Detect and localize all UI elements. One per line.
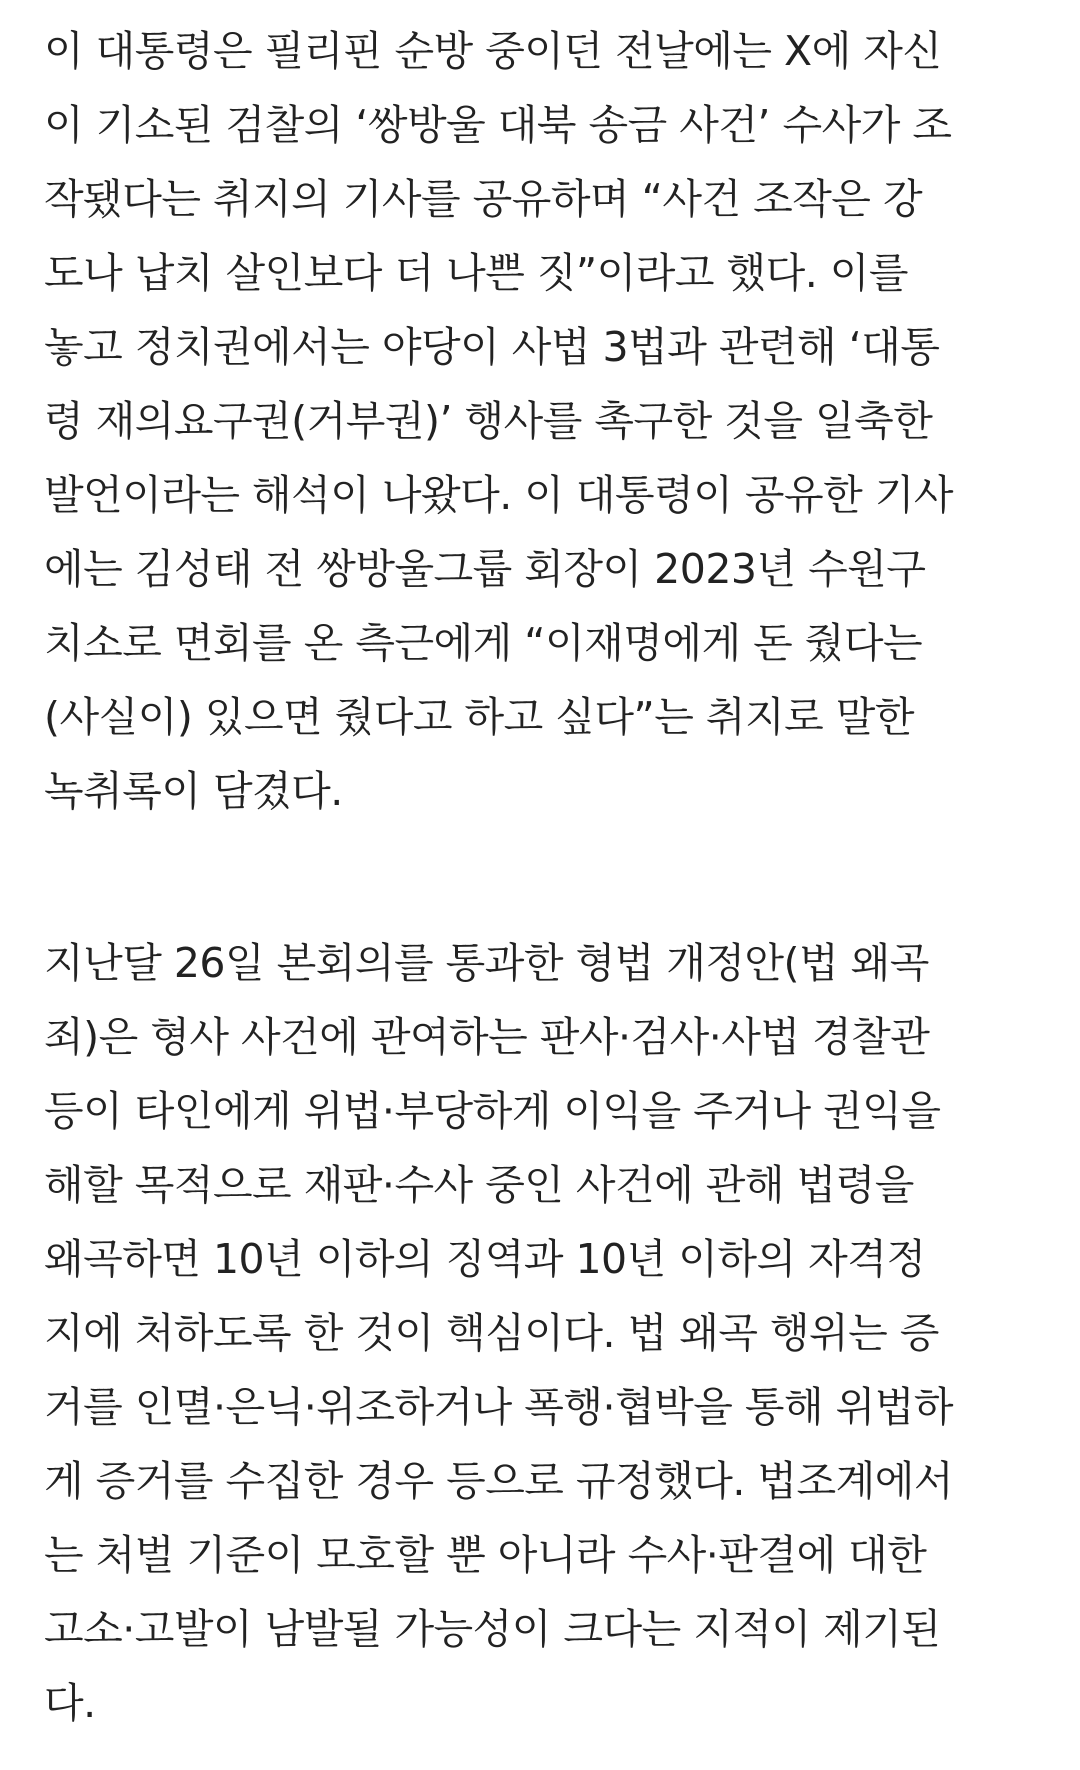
article-paragraph-2 xyxy=(44,926,1044,1740)
paragraph-line: 거를 인멸·은닉·위조하거나 폭행·협박을 통해 위법하 xyxy=(44,1383,953,1431)
paragraph-line: 이 대통령은 필리핀 순방 중이던 전날에는 X에 자신 xyxy=(44,27,942,75)
paragraph-line: 이 기소된 검찰의 ‘쌍방울 대북 송금 사건’ 수사가 조 xyxy=(44,101,952,149)
paragraph-line: 령 재의요구권(거부권)’ 행사를 촉구한 것을 일축한 xyxy=(44,397,933,445)
paragraph-line: 죄)은 형사 사건에 관여하는 판사·검사·사법 경찰관 xyxy=(44,1013,930,1061)
article-paragraph-1 xyxy=(44,14,1044,828)
paragraph-line: 지난달 26일 본회의를 통과한 형법 개정안(법 왜곡 xyxy=(44,939,929,987)
paragraph-line: 다. xyxy=(44,1679,96,1727)
paragraph-line: 고소·고발이 남발될 가능성이 크다는 지적이 제기된 xyxy=(44,1605,941,1653)
article-body xyxy=(44,14,1044,1740)
paragraph-line: 도나 납치 살인보다 더 나쁜 짓”이라고 했다. 이를 xyxy=(44,249,909,297)
paragraph-line: 해할 목적으로 재판·수사 중인 사건에 관해 법령을 xyxy=(44,1161,914,1209)
paragraph-line: 게 증거를 수집한 경우 등으로 규정했다. 법조계에서 xyxy=(44,1457,953,1505)
paragraph-line: 지에 처하도록 한 것이 핵심이다. 법 왜곡 행위는 증 xyxy=(44,1309,939,1357)
paragraph-line: 등이 타인에게 위법·부당하게 이익을 주거나 권익을 xyxy=(44,1087,941,1135)
paragraph-line: 는 처벌 기준이 모호할 뿐 아니라 수사·판결에 대한 xyxy=(44,1531,927,1579)
paragraph-line: 왜곡하면 10년 이하의 징역과 10년 이하의 자격정 xyxy=(44,1235,926,1283)
paragraph-line: 치소로 면회를 온 측근에게 “이재명에게 돈 줬다는 xyxy=(44,619,923,667)
paragraph-line: 놓고 정치권에서는 야당이 사법 3법과 관련해 ‘대통 xyxy=(44,323,940,371)
paragraph-line: (사실이) 있으면 줬다고 하고 싶다”는 취지로 말한 xyxy=(44,693,914,741)
paragraph-line: 작됐다는 취지의 기사를 공유하며 “사건 조작은 강 xyxy=(44,175,923,223)
paragraph-line: 에는 김성태 전 쌍방울그룹 회장이 2023년 수원구 xyxy=(44,545,926,593)
paragraph-spacer xyxy=(44,828,1044,926)
paragraph-line: 발언이라는 해석이 나왔다. 이 대통령이 공유한 기사 xyxy=(44,471,953,519)
paragraph-line: 녹취록이 담겼다. xyxy=(44,767,343,815)
